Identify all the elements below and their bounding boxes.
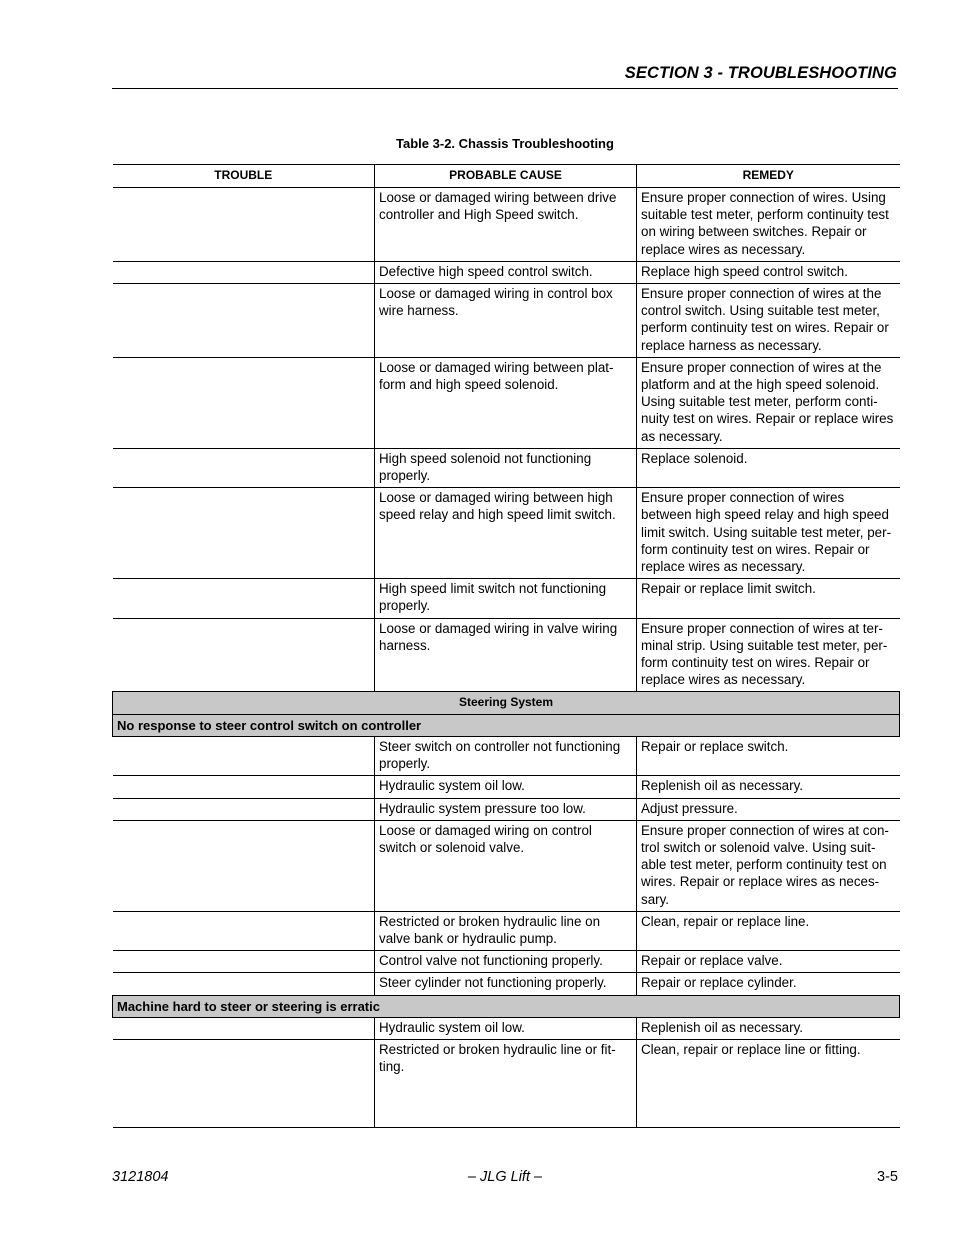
table-caption: Table 3-2. Chassis Troubleshooting [396, 136, 614, 151]
cause-cell: Hydraulic system oil low. [375, 776, 637, 798]
trouble-cell [113, 1017, 375, 1039]
table-row [113, 448, 900, 487]
cause-cell: Loose or damaged wiring between drive controller and High Speed switch. [375, 188, 637, 262]
trouble-row-no-response [113, 714, 900, 736]
table-row [113, 820, 900, 911]
remedy-cell: Replace solenoid. [637, 448, 900, 487]
cause-cell: High speed limit switch not functioning properly. [375, 579, 637, 618]
troubleshooting-table [112, 164, 900, 1128]
cause-cell: Steer switch on controller not functioning properly. [375, 736, 637, 775]
section-heading: Steering System [113, 692, 900, 714]
cause-cell: Restricted or broken hydraulic line on valve bank or hydraulic pump. [375, 911, 637, 950]
trouble-heading: No response to steer control switch on controller [113, 714, 900, 736]
trouble-cell [113, 951, 375, 973]
trouble-cell [113, 776, 375, 798]
table-row [113, 188, 900, 262]
table-row [113, 579, 900, 618]
footer-publisher: – JLG Lift – [467, 1169, 543, 1185]
cause-cell: Hydraulic system pressure too low. [375, 798, 637, 820]
trouble-cell [113, 973, 375, 995]
footer-doc-number: 3121804 [112, 1169, 169, 1185]
table-header-row [113, 165, 900, 188]
cause-cell: Steer cylinder not functioning properly. [375, 973, 637, 995]
trouble-cell [113, 357, 375, 448]
remedy-cell: Repair or replace cylinder. [637, 973, 900, 995]
trouble-cell [113, 261, 375, 283]
remedy-cell: Ensure proper connection of wires at the platform and at the high speed solenoid. Using suitable test meter, perform conti- nuity test on wires. Repair or replace wires as necessary. [637, 357, 900, 448]
trouble-cell [113, 736, 375, 775]
trouble-cell [113, 488, 375, 579]
remedy-cell: Ensure proper connection of wires at con- trol switch or solenoid valve. Using suit- able test meter, perform continuity test on wires. Repair or replace wires as neces- sary. [637, 820, 900, 911]
remedy-cell: Clean, repair or replace line or fitting. [637, 1039, 900, 1127]
table-row [113, 261, 900, 283]
trouble-cell [113, 188, 375, 262]
trouble-cell [113, 820, 375, 911]
footer-page-number: 3-5 [877, 1169, 898, 1185]
table-row [113, 284, 900, 358]
cause-cell: Loose or damaged wiring on control switch or solenoid valve. [375, 820, 637, 911]
cause-cell: Loose or damaged wiring between plat- form and high speed solenoid. [375, 357, 637, 448]
table-row [113, 736, 900, 775]
remedy-cell: Ensure proper connection of wires at the control switch. Using suitable test meter, perform continuity test on wires. Repair or replace harness as necessary. [637, 284, 900, 358]
column-header-trouble: TROUBLE [113, 165, 375, 188]
table-row [113, 951, 900, 973]
table-row [113, 798, 900, 820]
cause-cell: Restricted or broken hydraulic line or fit- ting. [375, 1039, 637, 1127]
table-row [113, 1039, 900, 1127]
remedy-cell: Ensure proper connection of wires at ter- minal strip. Using suitable test meter, per- form continuity test on wires. Repair or replace wires as necessary. [637, 618, 900, 692]
section-row-steering [113, 692, 900, 714]
table-row [113, 1017, 900, 1039]
trouble-cell [113, 798, 375, 820]
trouble-row-hard-steer [113, 995, 900, 1017]
cause-cell: High speed solenoid not functioning properly. [375, 448, 637, 487]
trouble-cell [113, 284, 375, 358]
remedy-cell: Clean, repair or replace line. [637, 911, 900, 950]
table-row [113, 488, 900, 579]
column-header-remedy: REMEDY [637, 165, 900, 188]
cause-cell: Loose or damaged wiring between high speed relay and high speed limit switch. [375, 488, 637, 579]
remedy-cell: Replenish oil as necessary. [637, 776, 900, 798]
cause-cell: Defective high speed control switch. [375, 261, 637, 283]
table-row [113, 776, 900, 798]
cause-cell: Loose or damaged wiring in valve wiring harness. [375, 618, 637, 692]
table-row [113, 618, 900, 692]
remedy-cell: Replenish oil as necessary. [637, 1017, 900, 1039]
remedy-cell: Repair or replace limit switch. [637, 579, 900, 618]
column-header-cause: PROBABLE CAUSE [375, 165, 637, 188]
cause-cell: Loose or damaged wiring in control box wire harness. [375, 284, 637, 358]
trouble-cell [113, 618, 375, 692]
remedy-cell: Ensure proper connection of wires. Using suitable test meter, perform continuity test on wiring between switches. Repair or replace wires as necessary. [637, 188, 900, 262]
remedy-cell: Adjust pressure. [637, 798, 900, 820]
table-row [113, 911, 900, 950]
trouble-heading: Machine hard to steer or steering is erratic [113, 995, 900, 1017]
trouble-cell [113, 579, 375, 618]
remedy-cell: Repair or replace valve. [637, 951, 900, 973]
table-row [113, 357, 900, 448]
header-rule [112, 88, 898, 89]
remedy-cell: Replace high speed control switch. [637, 261, 900, 283]
cause-cell: Control valve not functioning properly. [375, 951, 637, 973]
remedy-cell: Ensure proper connection of wires between high speed relay and high speed limit switch. Using suitable test meter, per- form continuity test on wires. Repair or replace wires as necessary. [637, 488, 900, 579]
trouble-cell [113, 1039, 375, 1127]
section-title: SECTION 3 - TROUBLESHOOTING [624, 64, 897, 82]
table-row [113, 973, 900, 995]
trouble-cell [113, 911, 375, 950]
trouble-cell [113, 448, 375, 487]
cause-cell: Hydraulic system oil low. [375, 1017, 637, 1039]
remedy-cell: Repair or replace switch. [637, 736, 900, 775]
